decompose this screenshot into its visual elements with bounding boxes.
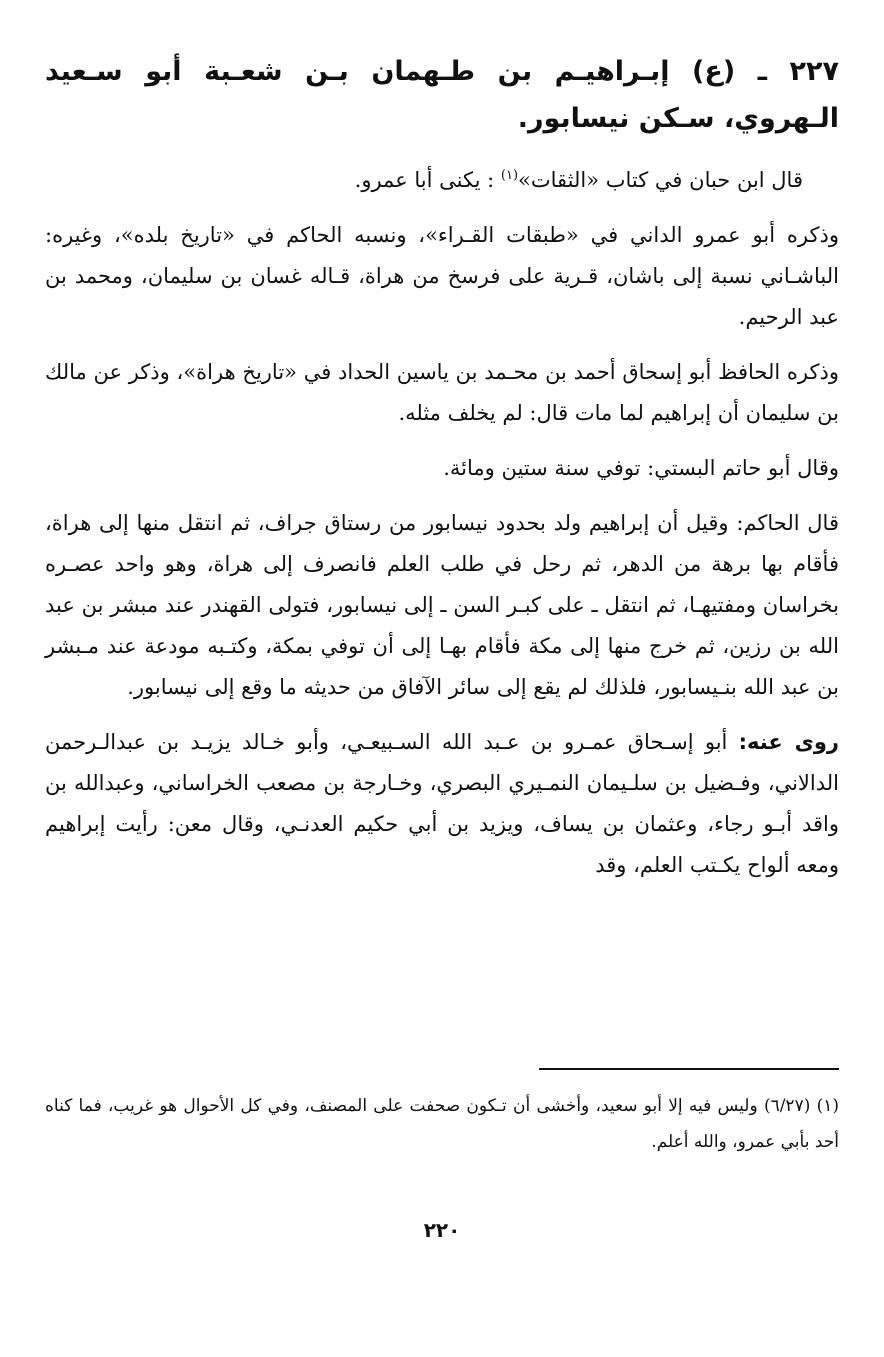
- narrators-text: أبو إسـحاق عمـرو بن عـبد الله السـبيعـي، وأبو خـالد يزيـد بن عبدالـرحمن الدالاني، وفـضيل بن سلـيمان النمـيري البصري، وخـارجة بن مصعب الخراساني، وعبدالله بن واقد أبـو رجاء، وعثمان بن يساف، ويزيد بن أبي حكيم العدنـي، وقال معن: رأيت إبراهيم ومعه ألواح يكـتب العلم، وقد: [45, 730, 839, 877]
- paragraph-ibn-hibban-text: قال ابن حبان في كتاب «الثقات»: [518, 168, 803, 192]
- footnote: (١) (٦/٢٧) وليس فيه إلا أبو سعيد، وأخشى أن تـكون صحفت على المصنف، وفي كل الأحوال هو غريب، فما كناه أحد بأبي عمرو، والله أعلم.: [45, 1096, 839, 1152]
- narrators-label: روى عنه:: [738, 730, 839, 754]
- paragraph-ibn-hibban: [45, 160, 839, 201]
- paragraph-haddad: وذكره الحافظ أبو إسحاق أحمد بن محـمد بن ياسين الحداد في «تاريخ هراة»، وذكر عن مالك بن سليمان أن إبراهيم لما مات قال: لم يخلف مثله.: [45, 360, 839, 425]
- paragraph-dani: وذكره أبو عمرو الداني في «طبقات القـراء»، ونسبه الحاكم في «تاريخ بلده»، وغيره: الباشـاني نسبة إلى باشان، قـرية على فرسخ من هراة، قـاله غسان بن سليمان، ومحمد بن عبد الرحيم.: [45, 223, 839, 329]
- page-number: ٢٢٠: [423, 1218, 461, 1242]
- paragraph-ibn-hibban-tail: : يكنى أبا عمرو.: [354, 168, 501, 192]
- entry-heading: ٢٢٧ ـ (ع) إبـراهيـم بن طـهمان بـن شعـبة أبو سـعيد الـهروي، سـكن نيسابور.: [45, 56, 839, 134]
- page-body: [45, 48, 839, 900]
- paragraph-hakim: قال الحاكم: وقيل أن إبراهيم ولد بحدود نيسابور من رستاق جراف، ثم انتقل منها إلى هراة، فأقام بها برهة من الدهر، ثم رحل في طلب العلم فانصرف إلى هراة، وهو واحد عصـره بخراسان ومفتيهـا، ثم انتقل ـ على كبـر السن ـ إلى نيسابور، فتولى القهندر عند مبشر بن عبد الله بن رزين، ثم خرج منها إلى مكة فأقام بهـا إلى أن توفي بمكة، وكتـبه مودعة عند مـبشر بن عبد الله بنـيسابور، فلذلك لم يقع إلى سائر الآفاق من حديثه ما وقع إلى نيسابور.: [45, 511, 839, 699]
- footnote-marker: (١): [500, 168, 519, 183]
- paragraph-narrators: [45, 722, 839, 886]
- footnote-divider: [539, 1068, 839, 1070]
- paragraph-abu-hatim: وقال أبو حاتم البستي: توفي سنة ستين ومائة.: [443, 456, 839, 480]
